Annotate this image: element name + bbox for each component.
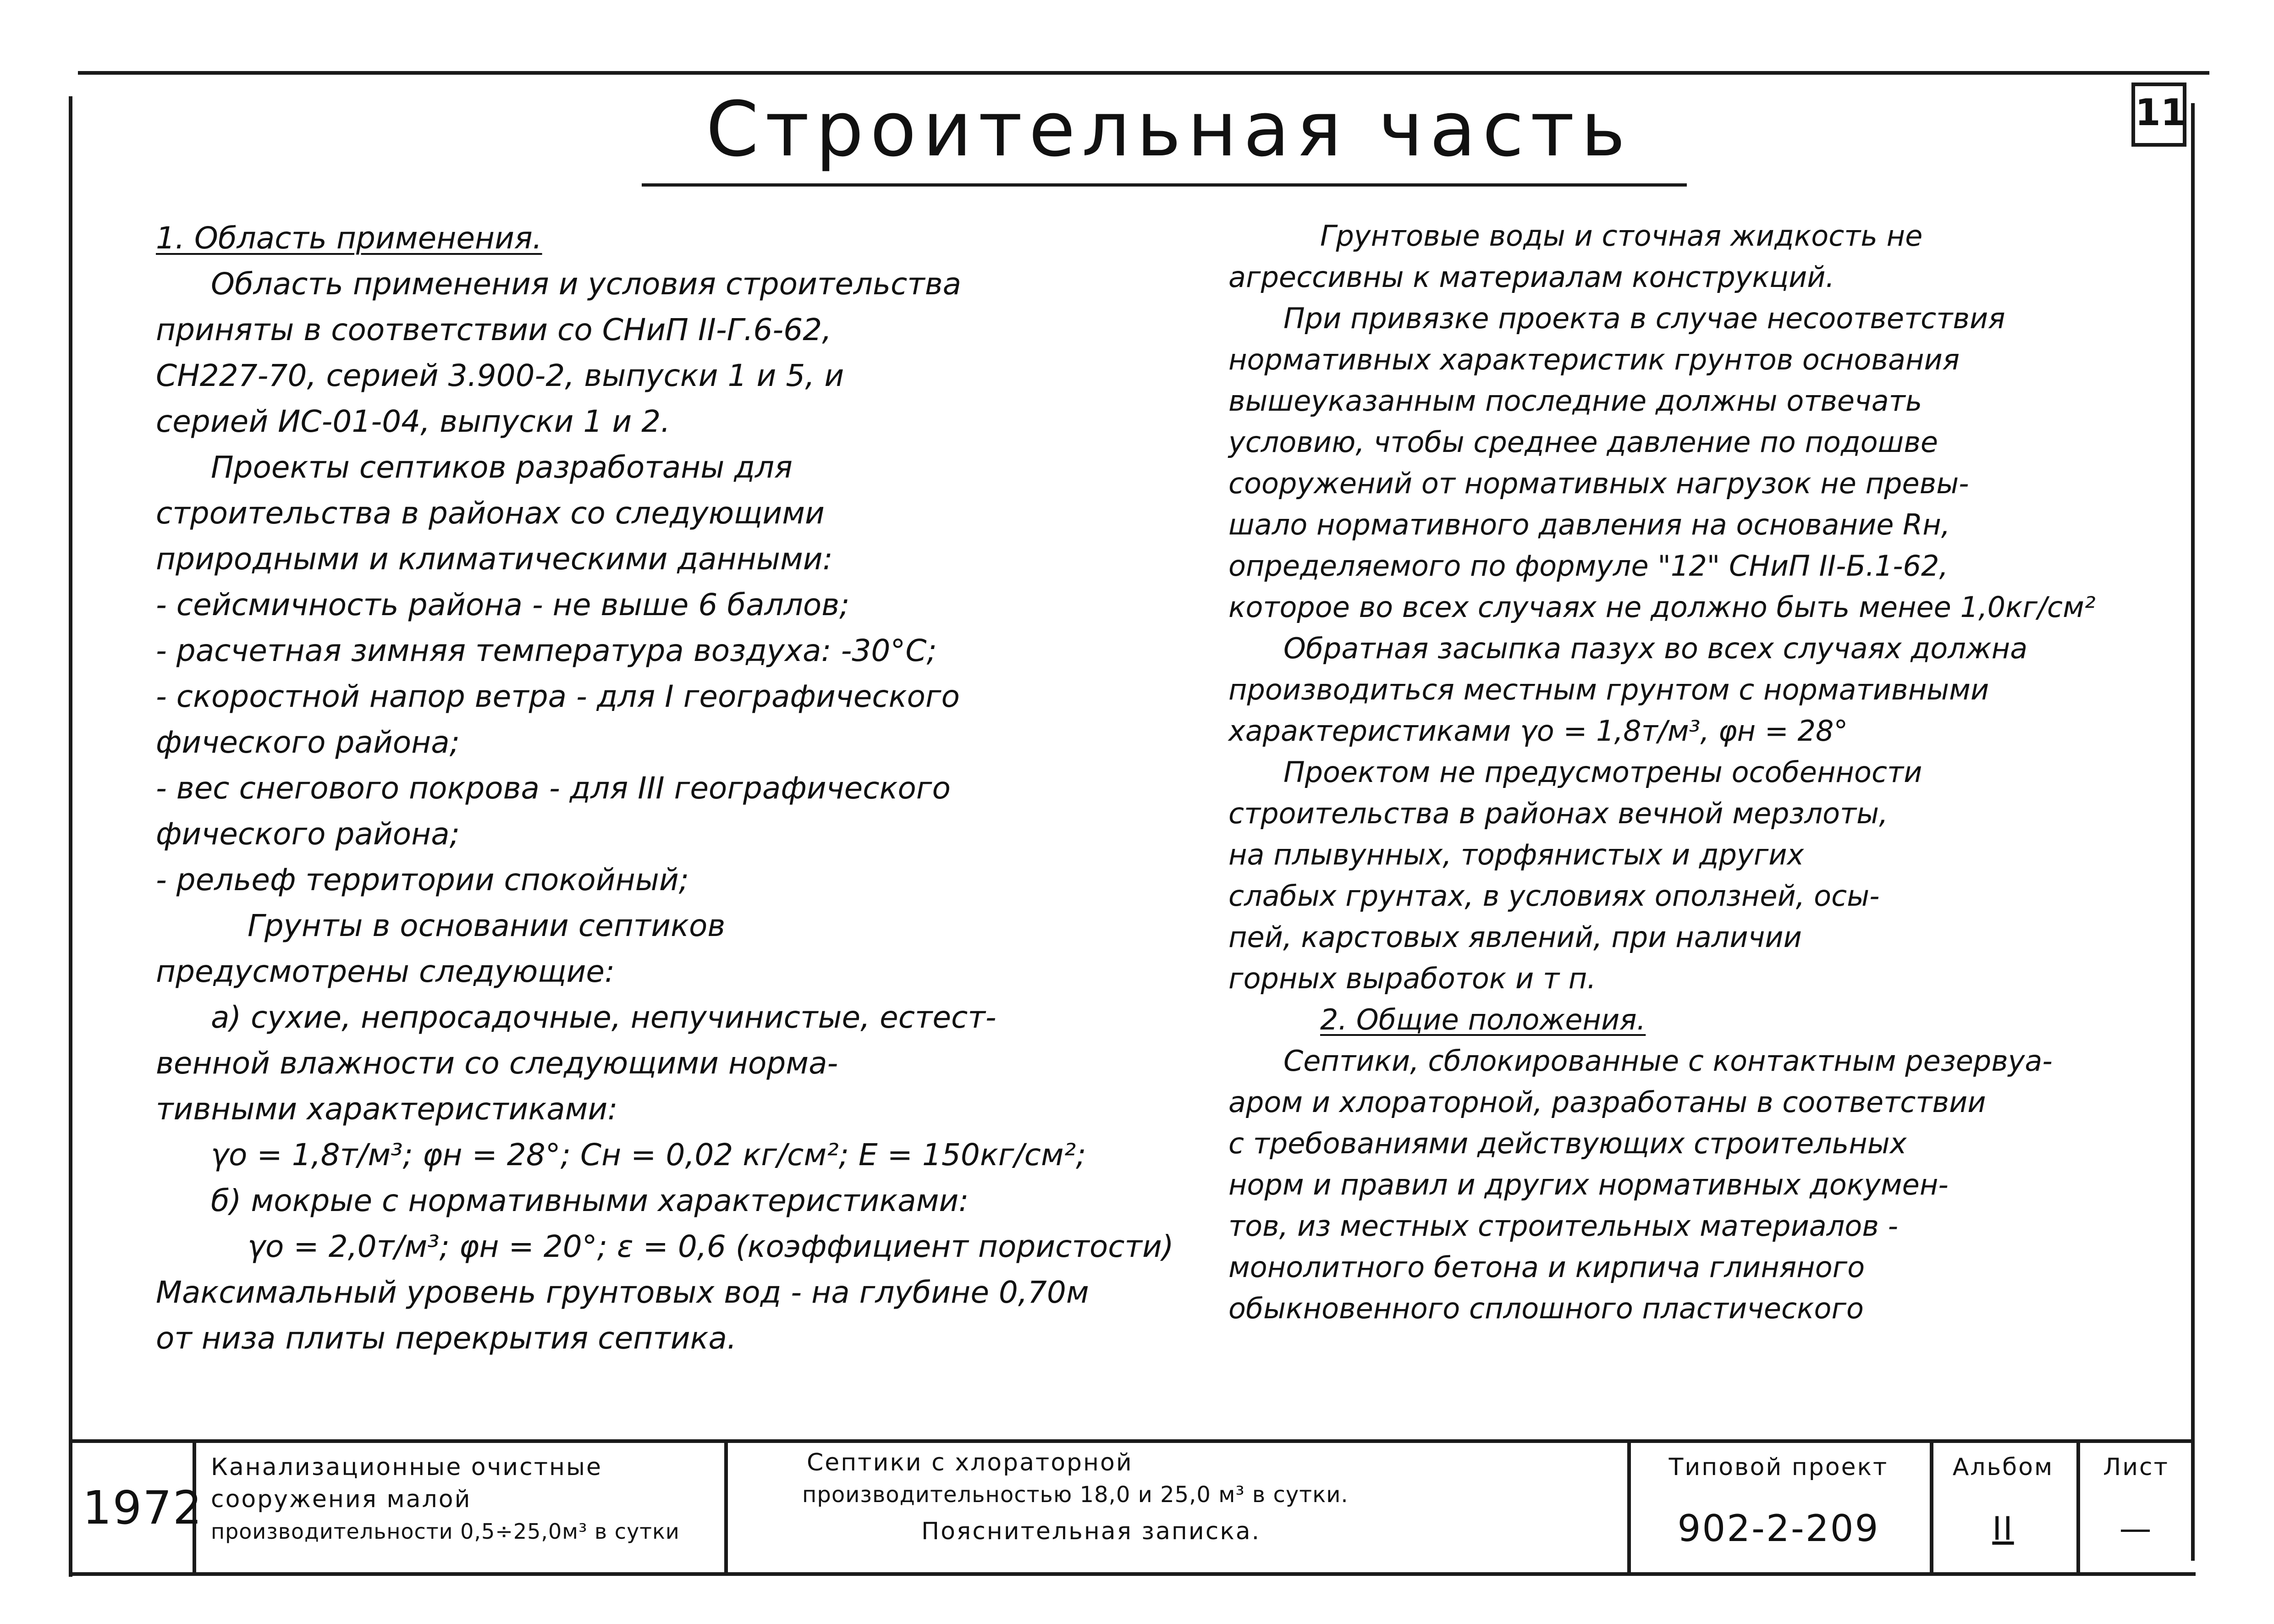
text-line: приняты в соответствии со СНиП II-Г.6-62, bbox=[156, 312, 832, 347]
title-block-year: 1972 bbox=[83, 1481, 203, 1535]
text-line: γo = 1,8т/м³; φн = 28°; Сн = 0,02 кг/см²; Е = 150кг/см²; bbox=[211, 1137, 1086, 1173]
text-line: слабых грунтах, в условиях оползней, осы- bbox=[1228, 879, 1880, 913]
page-number-box bbox=[2131, 83, 2186, 147]
frame-border-right bbox=[2191, 103, 2195, 1561]
text-line: Обратная засыпка пазух во всех случаях должна bbox=[1283, 632, 2028, 665]
text-line: сооружений от нормативных нагрузок не превы- bbox=[1228, 467, 1969, 500]
text-line: предусмотрены следующие: bbox=[156, 954, 615, 989]
text-line: от низа плиты перекрытия септика. bbox=[156, 1321, 737, 1356]
left-text-column bbox=[156, 215, 1173, 1361]
text-line: на плывунных, торфянистых и других bbox=[1228, 838, 1804, 871]
text-line: вышеуказанным последние должны отвечать bbox=[1228, 384, 1922, 418]
text-line: нормативных характеристик грунтов основания bbox=[1228, 343, 1960, 376]
text-line: Область применения и условия строительства bbox=[211, 266, 962, 302]
section-heading: 2. Общие положения. bbox=[1320, 1003, 1646, 1036]
text-line: Септики, сблокированные с контактным резервуа- bbox=[1283, 1044, 2053, 1078]
text-line: СН227-70, серией 3.900-2, выпуски 1 и 5, и bbox=[156, 358, 844, 393]
text-line: обыкновенного сплошного пластического bbox=[1228, 1292, 1864, 1325]
text-line: - сейсмичность района - не выше 6 баллов; bbox=[156, 587, 850, 622]
drawing-name-line-3: Пояснительная записка. bbox=[921, 1518, 1261, 1545]
text-line: тов, из местных строительных материалов - bbox=[1228, 1209, 1898, 1243]
project-number: 902-2-209 bbox=[1677, 1507, 1880, 1550]
text-line: условию, чтобы среднее давление по подошве bbox=[1228, 425, 1938, 459]
text-line: горных выработок и т п. bbox=[1228, 962, 1597, 995]
title-block-divider bbox=[2076, 1439, 2080, 1572]
frame-border-left bbox=[69, 96, 72, 1577]
text-line: тивными характеристиками: bbox=[156, 1091, 618, 1127]
frame-border-top bbox=[78, 71, 2209, 75]
text-line: Грунты в основании септиков bbox=[248, 908, 726, 943]
album-number: II bbox=[1992, 1510, 2014, 1547]
title-block-border bbox=[69, 1439, 2191, 1443]
text-line: норм и правил и других нормативных докумен- bbox=[1228, 1168, 1949, 1201]
text-line: строительства в районах со следующими bbox=[156, 495, 825, 531]
text-line: фического района; bbox=[156, 816, 460, 852]
text-line: серией ИС-01-04, выпуски 1 и 2. bbox=[156, 404, 671, 439]
text-line: шало нормативного давления на основание Rн, bbox=[1228, 508, 1950, 541]
text-line: Проекты септиков разработаны для bbox=[211, 450, 793, 485]
frame-border-bottom bbox=[69, 1572, 2196, 1576]
text-line: пей, карстовых явлений, при наличии bbox=[1228, 920, 1802, 954]
title-block bbox=[69, 1439, 2191, 1572]
page-title: Строительная часть bbox=[706, 85, 1632, 173]
text-line: Проектом не предусмотрены особенности bbox=[1283, 755, 1922, 789]
text-line: определяемого по формуле "12" СНиП II-Б.1-62, bbox=[1228, 549, 1949, 583]
title-block-divider bbox=[724, 1439, 728, 1572]
text-line: - расчетная зимняя температура воздуха: -30°С; bbox=[156, 633, 937, 668]
text-line: аром и хлораторной, разработаны в соответствии bbox=[1228, 1085, 1986, 1119]
text-line: Максимальный уровень грунтовых вод - на глубине 0,70м bbox=[156, 1275, 1089, 1310]
title-block-divider bbox=[1930, 1439, 1933, 1572]
text-line: - вес снегового покрова - для III географического bbox=[156, 771, 951, 806]
text-line: производиться местным грунтом с нормативными bbox=[1228, 673, 1989, 706]
text-line: монолитного бетона и кирпича глиняного bbox=[1228, 1250, 1865, 1284]
album-label: Альбом bbox=[1952, 1453, 2054, 1481]
text-line: а) сухие, непросадочные, непучинистые, естест- bbox=[211, 1000, 997, 1035]
drawing-name-line-1: Септики с хлораторной bbox=[807, 1449, 1133, 1476]
sheet-number: — bbox=[2119, 1510, 2153, 1547]
text-line: природными и климатическими данными: bbox=[156, 541, 833, 577]
text-line: γo = 2,0т/м³; φн = 20°; ε = 0,6 (коэффициент пористости) bbox=[248, 1229, 1174, 1264]
text-line: характеристиками γo = 1,8т/м³, φн = 28° bbox=[1228, 714, 1848, 748]
drawing-name-line-2: производительностью 18,0 и 25,0 м³ в сутки. bbox=[802, 1482, 1349, 1508]
object-name-line-3: производительности 0,5÷25,0м³ в сутки bbox=[211, 1519, 680, 1544]
text-line: строительства в районах вечной мерзлоты, bbox=[1228, 797, 1888, 830]
section-heading: 1. Область применения. bbox=[156, 220, 542, 256]
sheet-label: Лист bbox=[2103, 1453, 2169, 1481]
text-line: Грунтовые воды и сточная жидкость не bbox=[1320, 219, 1923, 253]
text-line: венной влажности со следующими норма- bbox=[156, 1046, 838, 1081]
text-line: фического района; bbox=[156, 725, 460, 760]
text-line: б) мокрые с нормативными характеристиками: bbox=[211, 1183, 969, 1218]
text-line: агрессивны к материалам конструкций. bbox=[1228, 260, 1835, 294]
object-name-line-2: сооружения малой bbox=[211, 1486, 472, 1513]
project-label: Типовой проект bbox=[1668, 1453, 1889, 1481]
title-block-divider bbox=[1627, 1439, 1631, 1572]
page-number: 11 bbox=[2135, 91, 2186, 134]
text-line: которое во всех случаях не должно быть менее 1,0кг/см² bbox=[1228, 590, 2096, 624]
title-underline bbox=[642, 183, 1687, 187]
right-text-column bbox=[1228, 215, 2168, 1329]
text-line: с требованиями действующих строительных bbox=[1228, 1127, 1907, 1160]
text-line: - скоростной напор ветра - для I географического bbox=[156, 679, 960, 714]
object-name-line-1: Канализационные очистные bbox=[211, 1453, 603, 1481]
text-line: При привязке проекта в случае несоответствия bbox=[1283, 302, 2005, 335]
text-line: - рельеф территории спокойный; bbox=[156, 862, 689, 897]
